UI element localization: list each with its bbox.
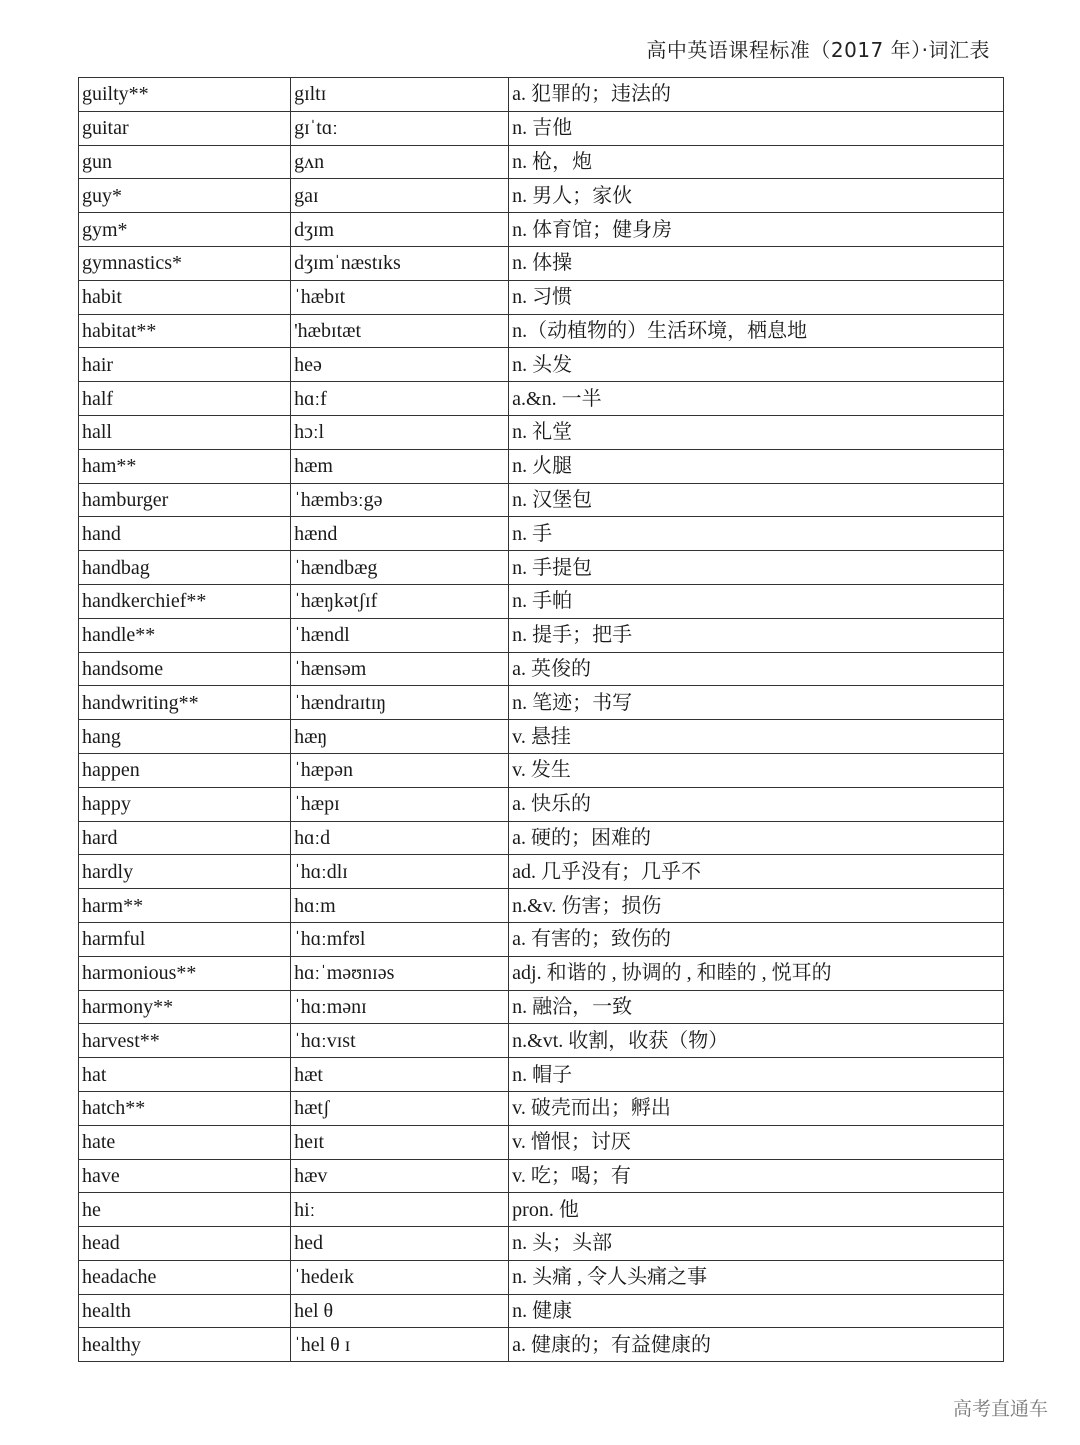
phonetic-cell: ˈhændl [291, 618, 509, 652]
word-cell: hatch** [79, 1091, 291, 1125]
word-cell: headache [79, 1260, 291, 1294]
table-row [79, 449, 1004, 483]
phonetic-cell: hæŋ [291, 720, 509, 754]
table-row [79, 1159, 1004, 1193]
definition-cell: n.（动植物的）生活环境，栖息地 [509, 314, 1004, 348]
table-row [79, 1193, 1004, 1227]
word-cell: hat [79, 1058, 291, 1092]
page-header-title: 高中英语课程标准（2017 年）·词汇表 [646, 38, 990, 62]
table-row [79, 1125, 1004, 1159]
phonetic-cell: ˈhæŋkətʃɪf [291, 584, 509, 618]
table-row [79, 618, 1004, 652]
word-cell: hate [79, 1125, 291, 1159]
word-cell: harmony** [79, 990, 291, 1024]
phonetic-cell: gɪˈtɑː [291, 111, 509, 145]
table-row [79, 415, 1004, 449]
phonetic-cell: ˈhɑːmənɪ [291, 990, 509, 1024]
definition-cell: adj. 和谐的 , 协调的 , 和睦的 , 悦耳的 [509, 956, 1004, 990]
vocabulary-table-body [79, 78, 1004, 1362]
word-cell: gym* [79, 213, 291, 247]
word-cell: hair [79, 348, 291, 382]
table-row [79, 686, 1004, 720]
definition-cell: a.&n. 一半 [509, 382, 1004, 416]
table-row [79, 1091, 1004, 1125]
table-row [79, 753, 1004, 787]
definition-cell: v. 破壳而出；孵出 [509, 1091, 1004, 1125]
word-cell: half [79, 382, 291, 416]
phonetic-cell: ˈhel θ ɪ [291, 1328, 509, 1362]
table-row [79, 1058, 1004, 1092]
word-cell: have [79, 1159, 291, 1193]
phonetic-cell: 'hæbɪtæt [291, 314, 509, 348]
phonetic-cell: dʒɪm [291, 213, 509, 247]
word-cell: head [79, 1227, 291, 1261]
word-cell: harvest** [79, 1024, 291, 1058]
definition-cell: n. 汉堡包 [509, 483, 1004, 517]
word-cell: hand [79, 517, 291, 551]
word-cell: happy [79, 787, 291, 821]
phonetic-cell: ˈhɑːdlɪ [291, 855, 509, 889]
watermark-text: 高考直通车 [949, 1392, 1052, 1423]
phonetic-cell: heɪt [291, 1125, 509, 1159]
phonetic-cell: ˈhændbæg [291, 551, 509, 585]
definition-cell: n. 体操 [509, 246, 1004, 280]
word-cell: harm** [79, 889, 291, 923]
table-row [79, 990, 1004, 1024]
table-row [79, 720, 1004, 754]
definition-cell: v. 吃；喝；有 [509, 1159, 1004, 1193]
phonetic-cell: gɪltɪ [291, 78, 509, 112]
word-cell: hard [79, 821, 291, 855]
phonetic-cell: gʌn [291, 145, 509, 179]
word-cell: handle** [79, 618, 291, 652]
table-row [79, 78, 1004, 112]
word-cell: guilty** [79, 78, 291, 112]
phonetic-cell: hɑːm [291, 889, 509, 923]
phonetic-cell: hɑːd [291, 821, 509, 855]
definition-cell: n. 习惯 [509, 280, 1004, 314]
definition-cell: n. 手帕 [509, 584, 1004, 618]
phonetic-cell: hɑːˈməʊnɪəs [291, 956, 509, 990]
phonetic-cell: ˈhɑːvɪst [291, 1024, 509, 1058]
word-cell: health [79, 1294, 291, 1328]
phonetic-cell: hɑːf [291, 382, 509, 416]
word-cell: hardly [79, 855, 291, 889]
phonetic-cell: hæm [291, 449, 509, 483]
phonetic-cell: ˈhedeɪk [291, 1260, 509, 1294]
phonetic-cell: ˈhæpən [291, 753, 509, 787]
definition-cell: n. 男人；家伙 [509, 179, 1004, 213]
definition-cell: a. 犯罪的；违法的 [509, 78, 1004, 112]
table-row [79, 956, 1004, 990]
table-row [79, 1024, 1004, 1058]
definition-cell: n. 吉他 [509, 111, 1004, 145]
word-cell: hang [79, 720, 291, 754]
word-cell: harmonious** [79, 956, 291, 990]
table-row [79, 652, 1004, 686]
definition-cell: n. 帽子 [509, 1058, 1004, 1092]
phonetic-cell: hel θ [291, 1294, 509, 1328]
table-row [79, 1328, 1004, 1362]
definition-cell: n. 头；头部 [509, 1227, 1004, 1261]
definition-cell: n. 手 [509, 517, 1004, 551]
phonetic-cell: hɔːl [291, 415, 509, 449]
word-cell: handbag [79, 551, 291, 585]
phonetic-cell: hæt [291, 1058, 509, 1092]
definition-cell: n. 健康 [509, 1294, 1004, 1328]
definition-cell: n.&v. 伤害；损伤 [509, 889, 1004, 923]
definition-cell: pron. 他 [509, 1193, 1004, 1227]
definition-cell: n. 火腿 [509, 449, 1004, 483]
vocabulary-table [78, 77, 1004, 1362]
phonetic-cell: hænd [291, 517, 509, 551]
word-cell: happen [79, 753, 291, 787]
table-row [79, 584, 1004, 618]
table-row [79, 1227, 1004, 1261]
word-cell: handwriting** [79, 686, 291, 720]
word-cell: handsome [79, 652, 291, 686]
definition-cell: a. 硬的；困难的 [509, 821, 1004, 855]
phonetic-cell: ˈhæmbɜːgə [291, 483, 509, 517]
table-row [79, 179, 1004, 213]
definition-cell: n. 枪，炮 [509, 145, 1004, 179]
table-row [79, 314, 1004, 348]
phonetic-cell: ˈhɑːmfʊl [291, 922, 509, 956]
table-row [79, 821, 1004, 855]
word-cell: guitar [79, 111, 291, 145]
definition-cell: v. 发生 [509, 753, 1004, 787]
definition-cell: v. 悬挂 [509, 720, 1004, 754]
word-cell: habitat** [79, 314, 291, 348]
definition-cell: v. 憎恨；讨厌 [509, 1125, 1004, 1159]
definition-cell: n. 提手；把手 [509, 618, 1004, 652]
word-cell: harmful [79, 922, 291, 956]
word-cell: ham** [79, 449, 291, 483]
definition-cell: a. 健康的；有益健康的 [509, 1328, 1004, 1362]
phonetic-cell: hæv [291, 1159, 509, 1193]
table-row [79, 517, 1004, 551]
definition-cell: n. 融洽，一致 [509, 990, 1004, 1024]
definition-cell: n. 头痛 , 令人头痛之事 [509, 1260, 1004, 1294]
table-row [79, 889, 1004, 923]
definition-cell: a. 有害的；致伤的 [509, 922, 1004, 956]
phonetic-cell: ˈhæbɪt [291, 280, 509, 314]
table-row [79, 1260, 1004, 1294]
phonetic-cell: heə [291, 348, 509, 382]
table-row [79, 551, 1004, 585]
definition-cell: n.&vt. 收割，收获（物） [509, 1024, 1004, 1058]
phonetic-cell: hed [291, 1227, 509, 1261]
phonetic-cell: hætʃ [291, 1091, 509, 1125]
table-row [79, 483, 1004, 517]
phonetic-cell: ˈhænsəm [291, 652, 509, 686]
definition-cell: n. 笔迹；书写 [509, 686, 1004, 720]
table-row [79, 348, 1004, 382]
phonetic-cell: hiː [291, 1193, 509, 1227]
phonetic-cell: gaɪ [291, 179, 509, 213]
phonetic-cell: ˈhændraɪtɪŋ [291, 686, 509, 720]
table-row [79, 213, 1004, 247]
word-cell: habit [79, 280, 291, 314]
table-row [79, 855, 1004, 889]
word-cell: guy* [79, 179, 291, 213]
word-cell: gymnastics* [79, 246, 291, 280]
definition-cell: n. 头发 [509, 348, 1004, 382]
word-cell: he [79, 1193, 291, 1227]
table-row [79, 382, 1004, 416]
definition-cell: n. 手提包 [509, 551, 1004, 585]
word-cell: hamburger [79, 483, 291, 517]
definition-cell: n. 体育馆；健身房 [509, 213, 1004, 247]
definition-cell: ad. 几乎没有；几乎不 [509, 855, 1004, 889]
word-cell: hall [79, 415, 291, 449]
definition-cell: a. 英俊的 [509, 652, 1004, 686]
table-row [79, 145, 1004, 179]
table-row [79, 787, 1004, 821]
table-row [79, 111, 1004, 145]
word-cell: healthy [79, 1328, 291, 1362]
word-cell: handkerchief** [79, 584, 291, 618]
phonetic-cell: dʒɪmˈnæstɪks [291, 246, 509, 280]
definition-cell: a. 快乐的 [509, 787, 1004, 821]
definition-cell: n. 礼堂 [509, 415, 1004, 449]
table-row [79, 280, 1004, 314]
word-cell: gun [79, 145, 291, 179]
table-row [79, 922, 1004, 956]
table-row [79, 246, 1004, 280]
table-row [79, 1294, 1004, 1328]
phonetic-cell: ˈhæpɪ [291, 787, 509, 821]
